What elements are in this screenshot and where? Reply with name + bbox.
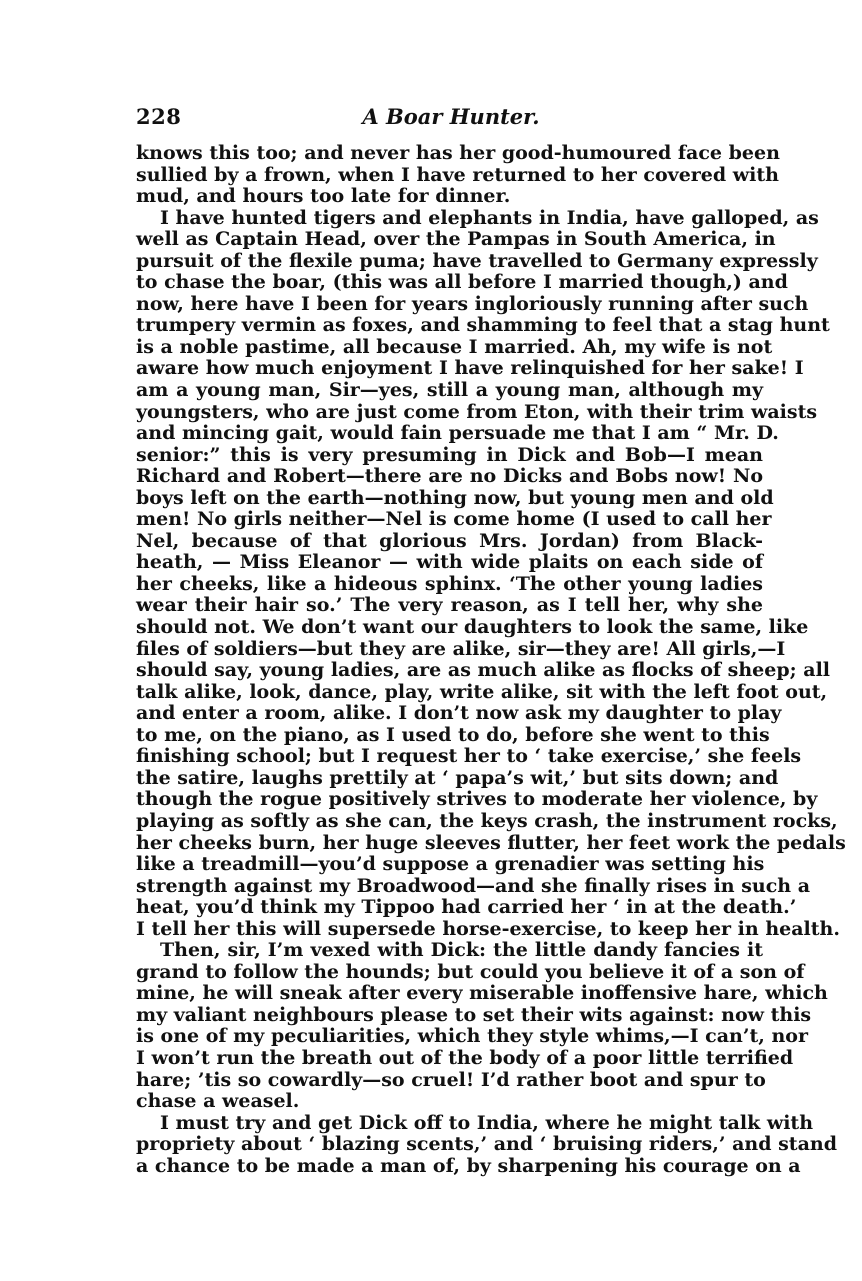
text-line: to me, on the piano, as I used to do, before she went to this <box>136 723 770 746</box>
text-line: and enter a room, alike. I don’t now ask my daughter to play <box>136 702 782 725</box>
text-line: I have hunted tigers and elephants in India, have galloped, as <box>160 206 819 229</box>
text-line: to chase the boar, (this was all before I married though,) and <box>136 271 788 294</box>
text-line: and mincing gait, would fain persuade me that I am “ Mr. D. <box>136 422 779 445</box>
text-line: should not. We don’t want our daughters to look the same, like <box>136 616 809 639</box>
text-line: heat, you’d think my Tippoo had carried her ‘ in at the death.’ <box>136 896 797 919</box>
text-line: chase a weasel. <box>136 1090 300 1113</box>
text-line: I won’t run the breath out of the body of a poor little terrified <box>136 1046 794 1069</box>
text-line: youngsters, who are just come from Eton, with their trim waists <box>136 400 818 423</box>
text-line: the satire, laughs prettily at ‘ papa’s wit,’ but sits down; and <box>136 766 779 789</box>
text-line: my valiant neighbours please to set their wits against: now this <box>136 1003 812 1026</box>
text-line: now, here have I been for years ingloriously running after such <box>136 292 809 315</box>
text-line: talk alike, look, dance, play, write alike, sit with the left foot out, <box>136 680 828 703</box>
text-line: I must try and get Dick off to India, where he might talk with <box>160 1111 814 1134</box>
text-line: grand to follow the hounds; but could you believe it of a son of <box>136 960 805 983</box>
page-header <box>136 104 766 134</box>
text-line: though the rogue positively strives to moderate her violence, by <box>136 788 818 811</box>
text-line: is a noble pastime, all because I married. Ah, my wife is not <box>136 335 773 358</box>
text-line: senior:” this is very presuming in Dick and Bob—I mean <box>136 443 763 466</box>
text-line: pursuit of the flexile puma; have travelled to Germany expressly <box>136 249 818 272</box>
text-line: is one of my peculiarities, which they style whims,—I can’t, nor <box>136 1025 808 1048</box>
text-line: mud, and hours too late for dinner. <box>136 185 511 208</box>
text-line: men! No girls neither—Nel is come home (I used to call her <box>136 508 772 531</box>
text-line: am a young man, Sir—yes, still a young man, although my <box>136 379 763 402</box>
running-title: A Boar Hunter. <box>362 104 540 129</box>
text-line: knows this too; and never has her good-humoured face been <box>136 142 780 164</box>
text-line: well as Captain Head, over the Pampas in South America, in <box>136 228 776 251</box>
text-line: finishing school; but I request her to ‘ take exercise,’ she feels <box>136 745 802 768</box>
text-line: Then, sir, I’m vexed with Dick: the little dandy fancies it <box>160 939 763 962</box>
text-line: boys left on the earth—nothing now, but young men and old <box>136 486 774 509</box>
text-line: wear their hair so.’ The very reason, as I tell her, why she <box>136 594 763 617</box>
text-line: strength against my Broadwood—and she finally rises in such a <box>136 874 811 897</box>
text-line: files of soldiers—but they are alike, sir—they are! All girls,—I <box>136 637 786 660</box>
page-number: 228 <box>136 104 182 129</box>
text-line: Richard and Robert—there are no Dicks and Bobs now! No <box>136 465 763 488</box>
text-line: hare; ’tis so cowardly—so cruel! I’d rather boot and spur to <box>136 1068 766 1091</box>
text-line: her cheeks burn, her huge sleeves flutter, her feet work the pedals <box>136 831 846 854</box>
text-line: mine, he will sneak after every miserable inoffensive hare, which <box>136 982 828 1005</box>
text-line: like a treadmill—you’d suppose a grenadier was setting his <box>136 853 765 876</box>
text-line: trumpery vermin as foxes, and shamming to feel that a stag hunt <box>136 314 830 337</box>
text-line: I tell her this will supersede horse-exercise, to keep her in health. <box>136 917 840 940</box>
text-line: her cheeks, like a hideous sphinx. ‘The other young ladies <box>136 572 763 595</box>
body-text <box>136 142 846 1177</box>
text-line: sullied by a frown, when I have returned to her covered with <box>136 163 779 186</box>
text-line: Nel, because of that glorious Mrs. Jordan) from Black- <box>136 529 763 552</box>
text-line: heath, — Miss Eleanor — with wide plaits on each side of <box>136 551 763 574</box>
text-line: propriety about ‘ blazing scents,’ and ‘ bruising riders,’ and stand <box>136 1133 837 1156</box>
text-line: aware how much enjoyment I have relinquished for her sake! I <box>136 357 804 380</box>
text-line: a chance to be made a man of, by sharpening his courage on a <box>136 1154 801 1177</box>
text-line: playing as softly as she can, the keys crash, the instrument rocks, <box>136 809 838 832</box>
text-line: should say, young ladies, are as much alike as flocks of sheep; all <box>136 659 831 682</box>
